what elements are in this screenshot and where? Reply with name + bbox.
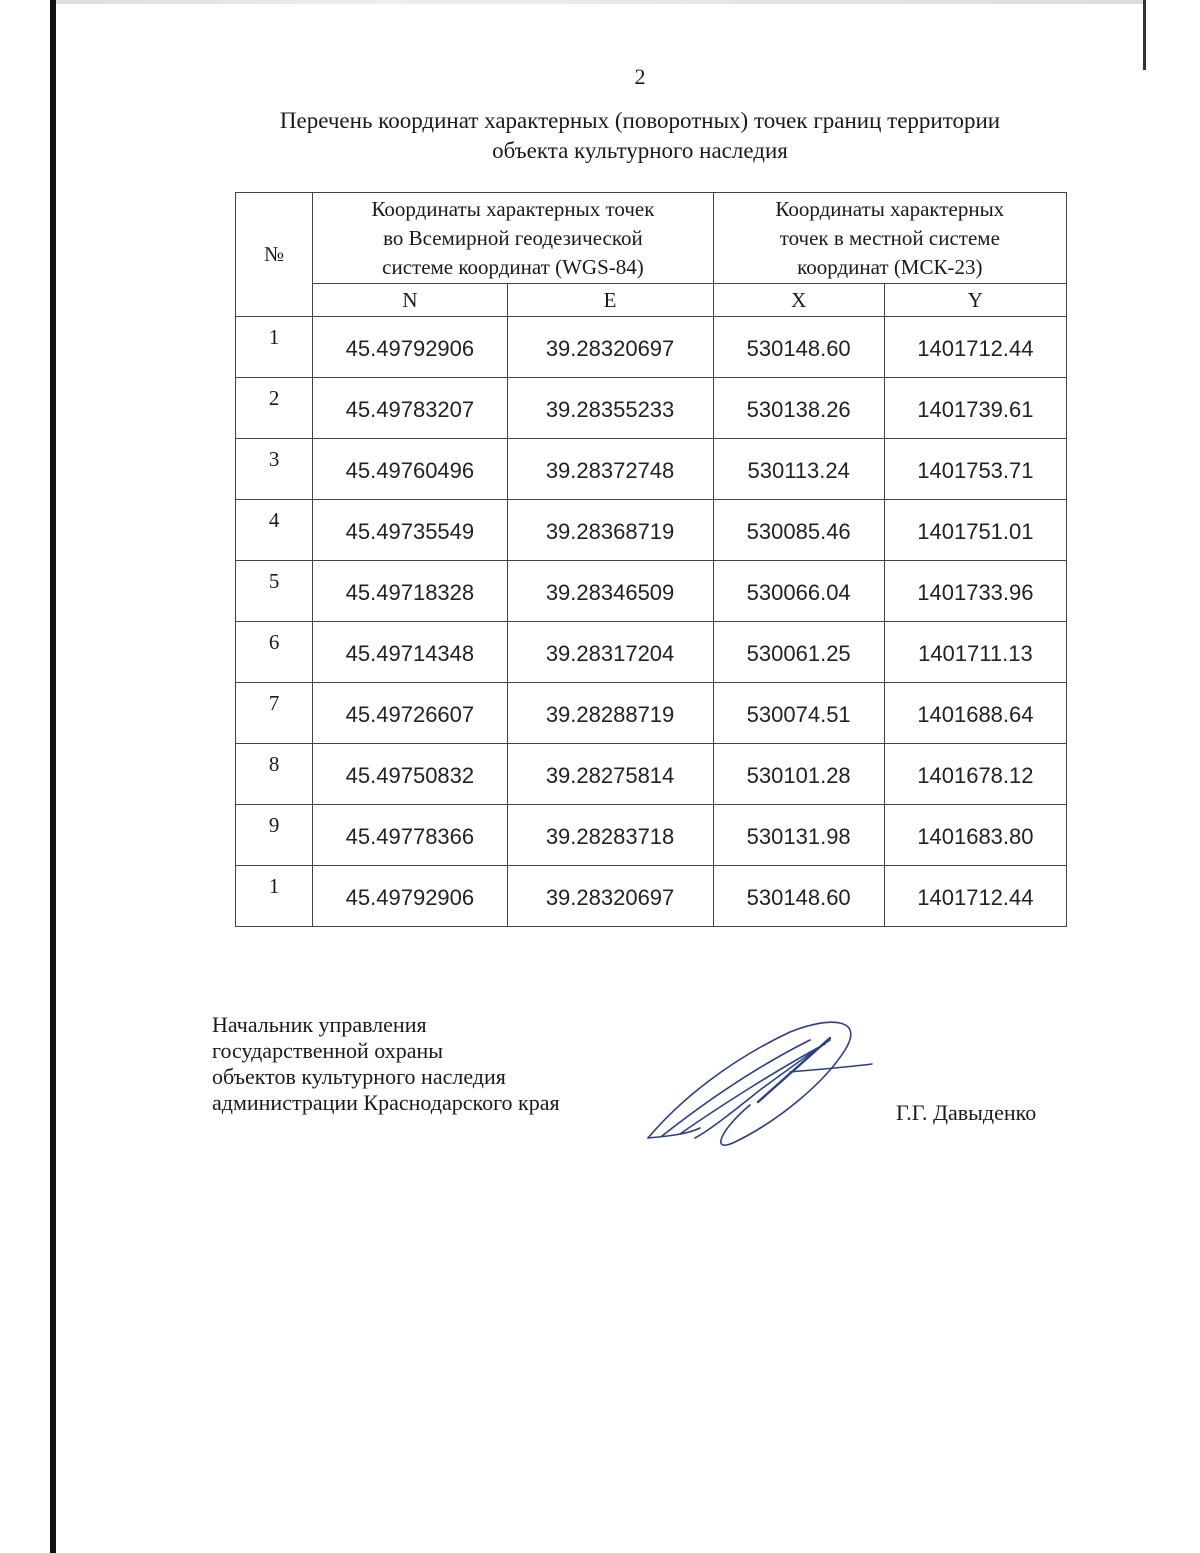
scan-left-edge — [50, 0, 56, 1553]
subheader-e: E — [507, 284, 713, 317]
table-row — [236, 439, 1067, 500]
header-msk23-line-2: точек в местной системе — [779, 225, 1000, 250]
subheader-x: X — [713, 284, 884, 317]
table-row — [236, 561, 1067, 622]
table-row — [236, 683, 1067, 744]
msk23-x-cell: 530066.04 — [713, 561, 884, 622]
header-number: № — [236, 193, 313, 317]
msk23-x-cell: 530148.60 — [713, 317, 884, 378]
title-line-1: Перечень координат характерных (поворотных) точек границ территории — [279, 108, 1001, 133]
scan-top-edge — [56, 0, 1146, 4]
point-number-cell: 3 — [236, 439, 313, 500]
subheader-n: N — [313, 284, 507, 317]
wgs84-e-cell: 39.28320697 — [507, 866, 713, 927]
wgs84-n-cell: 45.49783207 — [313, 378, 507, 439]
point-number-cell: 6 — [236, 622, 313, 683]
header-wgs84 — [313, 193, 713, 284]
table-row — [236, 622, 1067, 683]
signer-line-2: государственной охраны — [212, 1038, 444, 1063]
msk23-y-cell: 1401739.61 — [884, 378, 1066, 439]
point-number-cell: 2 — [236, 378, 313, 439]
signer-position — [212, 1012, 560, 1116]
table-row — [236, 744, 1067, 805]
wgs84-e-cell: 39.28320697 — [507, 317, 713, 378]
table-row — [236, 866, 1067, 927]
msk23-x-cell: 530138.26 — [713, 378, 884, 439]
wgs84-e-cell: 39.28355233 — [507, 378, 713, 439]
msk23-y-cell: 1401683.80 — [884, 805, 1066, 866]
msk23-x-cell: 530131.98 — [713, 805, 884, 866]
table-subheader-row — [236, 284, 1067, 317]
wgs84-n-cell: 45.49726607 — [313, 683, 507, 744]
wgs84-n-cell: 45.49778366 — [313, 805, 507, 866]
subheader-y: Y — [884, 284, 1066, 317]
scan-right-edge — [1143, 0, 1146, 70]
point-number-cell: 1 — [236, 866, 313, 927]
msk23-y-cell: 1401751.01 — [884, 500, 1066, 561]
point-number-cell: 4 — [236, 500, 313, 561]
wgs84-n-cell: 45.49760496 — [313, 439, 507, 500]
table-row — [236, 805, 1067, 866]
wgs84-e-cell: 39.28288719 — [507, 683, 713, 744]
wgs84-n-cell: 45.49714348 — [313, 622, 507, 683]
wgs84-e-cell: 39.28283718 — [507, 805, 713, 866]
table-header-row — [236, 193, 1067, 284]
point-number-cell: 9 — [236, 805, 313, 866]
header-wgs84-line-2: во Всемирной геодезической — [383, 225, 643, 250]
signer-name: Г.Г. Давыденко — [896, 1100, 1037, 1125]
wgs84-e-cell: 39.28372748 — [507, 439, 713, 500]
signer-line-1: Начальник управления — [212, 1012, 427, 1037]
header-wgs84-line-3: системе координат (WGS-84) — [382, 254, 644, 279]
table-row — [236, 500, 1067, 561]
msk23-y-cell: 1401733.96 — [884, 561, 1066, 622]
msk23-x-cell: 530061.25 — [713, 622, 884, 683]
msk23-y-cell: 1401678.12 — [884, 744, 1066, 805]
wgs84-n-cell: 45.49735549 — [313, 500, 507, 561]
table-row — [236, 317, 1067, 378]
msk23-y-cell: 1401753.71 — [884, 439, 1066, 500]
header-wgs84-line-1: Координаты характерных точек — [371, 196, 655, 221]
header-msk23-line-1: Координаты характерных — [775, 196, 1005, 221]
table-row — [236, 378, 1067, 439]
header-msk23-line-3: координат (МСК-23) — [797, 254, 983, 279]
wgs84-n-cell: 45.49718328 — [313, 561, 507, 622]
wgs84-e-cell: 39.28368719 — [507, 500, 713, 561]
msk23-x-cell: 530113.24 — [713, 439, 884, 500]
page-number: 2 — [634, 64, 646, 89]
msk23-x-cell: 530074.51 — [713, 683, 884, 744]
wgs84-e-cell: 39.28317204 — [507, 622, 713, 683]
msk23-x-cell: 530101.28 — [713, 744, 884, 805]
coordinates-table-body — [236, 193, 1067, 927]
msk23-y-cell: 1401712.44 — [884, 866, 1066, 927]
coordinates-table — [235, 192, 1067, 927]
point-number-cell: 1 — [236, 317, 313, 378]
point-number-cell: 5 — [236, 561, 313, 622]
msk23-y-cell: 1401712.44 — [884, 317, 1066, 378]
handwritten-signature — [640, 1010, 880, 1160]
title-line-2: объекта культурного наследия — [492, 138, 788, 163]
document-title — [230, 106, 1050, 166]
wgs84-e-cell: 39.28346509 — [507, 561, 713, 622]
wgs84-n-cell: 45.49792906 — [313, 866, 507, 927]
signer-line-4: администрации Краснодарского края — [212, 1090, 560, 1115]
msk23-x-cell: 530085.46 — [713, 500, 884, 561]
point-number-cell: 7 — [236, 683, 313, 744]
wgs84-n-cell: 45.49750832 — [313, 744, 507, 805]
msk23-y-cell: 1401688.64 — [884, 683, 1066, 744]
msk23-x-cell: 530148.60 — [713, 866, 884, 927]
point-number-cell: 8 — [236, 744, 313, 805]
wgs84-e-cell: 39.28275814 — [507, 744, 713, 805]
wgs84-n-cell: 45.49792906 — [313, 317, 507, 378]
signer-line-3: объектов культурного наследия — [212, 1064, 506, 1089]
msk23-y-cell: 1401711.13 — [884, 622, 1066, 683]
header-msk23 — [713, 193, 1066, 284]
